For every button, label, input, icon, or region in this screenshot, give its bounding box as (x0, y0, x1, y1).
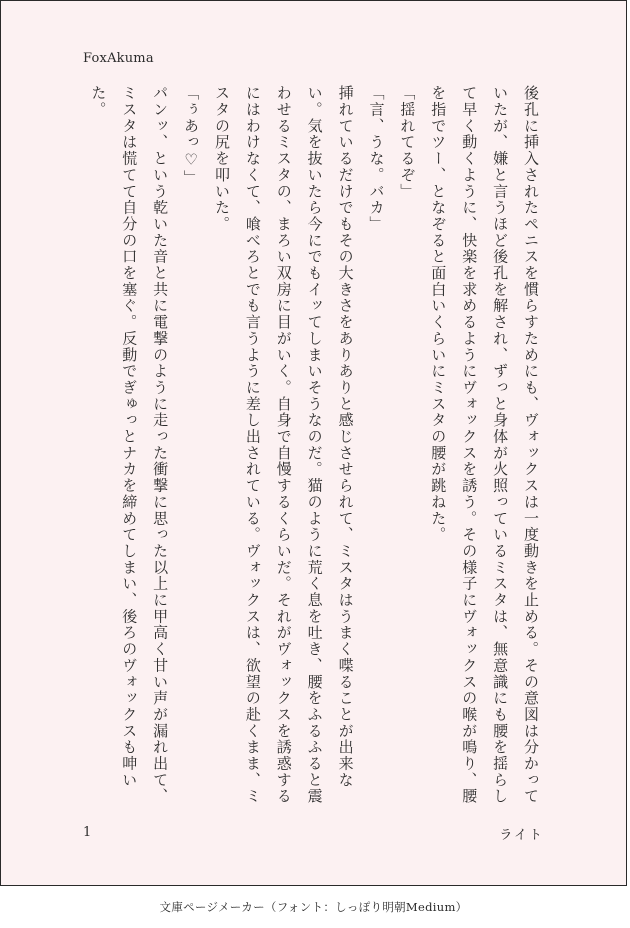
dialogue-line: 「揺れてるぞ」 (398, 85, 417, 200)
page-number: 1 (83, 825, 92, 840)
dialogue-line: 「ぅあっ♡」 (182, 85, 201, 187)
vertical-body-text (82, 85, 546, 805)
dialogue-line: 「言、うな。バカ」 (367, 85, 386, 233)
running-title: ライト (499, 828, 544, 843)
author-name: FoxAkuma (83, 51, 154, 66)
paragraph: 挿れているだけでもその大きさをありありと感じさせられて、ミスタはうまく喋ることが出来ない。気を抜いたら今にでもイッてしまいそうなのだ。猫のように荒く息を吐き、腰をふるふると震わせるミスタの、まろい双房に目がいく。自身で自慢するくらいだ。それがヴォックスを誘惑するにはわけなくて、喰べろとでも言うように差し出されている。ヴォックスは、欲望の赴くまま、ミスタの尻を叩いた。 (212, 85, 355, 805)
paragraph: パンッ、という乾いた音と共に電撃のように走った衝撃に思った以上に甲高く甘い声が漏れ出て、ミスタは慌てて自分の口を塞ぐ。反動でぎゅっとナカを締めてしまい、後ろのヴォックスも呻いた。 (89, 85, 170, 805)
generator-caption: 文庫ページメーカー（フォント：しっぽり明朝Medium） (159, 900, 468, 914)
paragraph: 後孔に挿入されたペニスを慣らすためにも、ヴォックスは一度動きを止める。その意図は分かっていたが、嫌と言うほど後孔を解され、ずっと身体が火照っているミスタは、無意識にも腰を揺らして早く動くように、快楽を求めるようにヴォックスを誘う。その様子にヴォックスの喉が鳴り、腰を指でツー、となぞると面白いくらいにミスタの腰が跳ねた。 (429, 85, 540, 805)
